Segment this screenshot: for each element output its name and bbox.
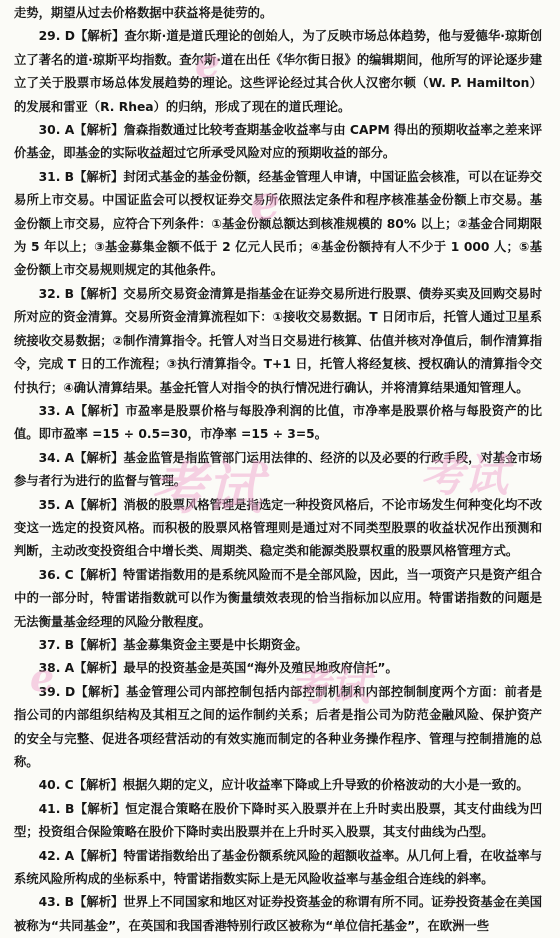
- answer-32: 32. B【解析】交易所交易资金清算是指基金在证券交易所进行股票、债券买卖及回购交易时所对应的资金清算。交易所资金清算流程如下：①接收交易数据。T 日闭市后，托管人通过卫星系统接收交易数据；②制作清算指令。托管人对当日交易进行核算、估值并核对净值后，制作清算指令，完成 T 日的工作流程；③执行清算指令。T+1 日，托管人将经复核、授权确认的清算指令交付执行；④确认清算结果。基金托管人对指令的执行情况进行确认，并将清算结果通知管理人。: [14, 286, 542, 395]
- answer-29: 29. D【解析】查尔斯·道是道氏理论的创始人，为了反映市场总体趋势，他与爱德华·琼斯创立了著名的道·琼斯平均指数。查尔斯·道在出任《华尔街日报》的编辑期间，他所写的评论逐步建立了关于股票市场总体发展趋势的理论。这些评论经过其合伙人汉密尔顿（W. P. Hamilton）的发展和雷亚（R. Rhea）的归纳，形成了现在的道氏理论。: [14, 29, 542, 114]
- answer-36: 36. C【解析】特雷诺指数用的是系统风险而不是全部风险，因此，当一项资产只是资产组合中的一部分时，特雷诺指数就可以作为衡量绩效表现的恰当指标加以应用。特雷诺指数的问题是无法衡量基金经理的风险分散程度。: [14, 567, 542, 629]
- answer-37: 37. B【解析】基金募集资金主要是中长期资金。: [38, 637, 308, 652]
- answer-33: 33. A【解析】市盈率是股票价格与每股净利润的比值，市净率是股票价格与每股资产的比值。即市盈率 =15 ÷ 0.5=30，市净率 =15 ÷ 3=5。: [14, 403, 542, 442]
- answer-38: 38. A【解析】最早的投资基金是英国“海外及殖民地政府信托”。: [38, 661, 398, 676]
- watermark-logo: e: [250, 175, 281, 231]
- answer-41: 41. B【解析】恒定混合策略在股价下降时买入股票并在上升时卖出股票，其支付曲线为凹型；投资组合保险策略在股价下降时卖出股票并在上升时买入股票，其支付曲线为凸型。: [14, 801, 542, 840]
- answer-30: 30. A【解析】詹森指数通过比较考查期基金收益率与由 CAPM 得出的预期收益率之差来评价基金，即基金的实际收益超过它所承受风险对应的预期收益的部分。: [14, 123, 542, 161]
- answer-31: 31. B【解析】封闭式基金的基金份额，经基金管理人申请，中国证监会核准，可以在证券交易所上市交易。中国证监会可以授权证券交易所依照法定条件和程序核准基金份额上市交易。基金份额上市交易，应符合下列条件：①基金份额总额达到核准规模的 80% 以上；②基金合同期限为 5 年以上；③基金募集金额不低于 2 亿元人民币；④基金份额持有人不少于 1 000 人；⑤基金份额上市交易规则规定的其他条件。: [14, 169, 542, 278]
- watermark-logo: e: [195, 40, 221, 87]
- watermark-logo: 考试: [290, 663, 370, 710]
- answer-35: 35. A【解析】消极的股票风格管理是指选定一种投资风格后，不论市场发生何种变化均不改变这一选定的投资风格。而积极的股票风格管理则是通过对不同类型股票的收益状况作出预测和判断，主动改变投资组合中增长类、周期类、稳定类和能源类股票权重的股票风格管理方式。: [14, 497, 542, 559]
- answer-39: 39. D【解析】基金管理公司内部控制包括内部控制机制和内部控制制度两个方面：前者是指公司的内部组织结构及其相互之间的运作制约关系；后者是指公司为防范金融风险、保护资产的安全与完整、促进各项经营活动的有效实施而制定的各种业务操作程序、管理与控制措施的总称。: [14, 684, 542, 769]
- watermark-logo: 考试: [150, 456, 262, 522]
- paragraph-continuation: 走势，期望从过去价格数据中获益将是徒劳的。: [14, 6, 273, 20]
- answer-34: 34. A【解析】基金监管是指监管部门运用法律的、经济的以及必要的行政手段，对基金市场参与者行为进行的监督与管理。: [14, 450, 542, 489]
- answer-40: 40. C【解析】根据久期的定义，应计收益率下降或上升导致的价格波动的大小是一致的。: [38, 778, 529, 793]
- watermark-logo: e: [30, 655, 55, 700]
- watermark-logo: 考试: [420, 451, 508, 502]
- answer-42: 42. A【解析】特雷诺指数给出了基金份额系统风险的超额收益率。从几何上看，在收益率与系统风险所构成的坐标系中，特雷诺指数实际上是无风险收益率与基金组合连线的斜率。: [14, 848, 542, 887]
- answer-43: 43. B【解析】世界上不同国家和地区对证券投资基金的称谓有所不同。证券投资基金在美国被称为“共同基金”，在英国和我国香港特别行政区被称为“单位信托基金”，在欧洲一些: [14, 895, 542, 933]
